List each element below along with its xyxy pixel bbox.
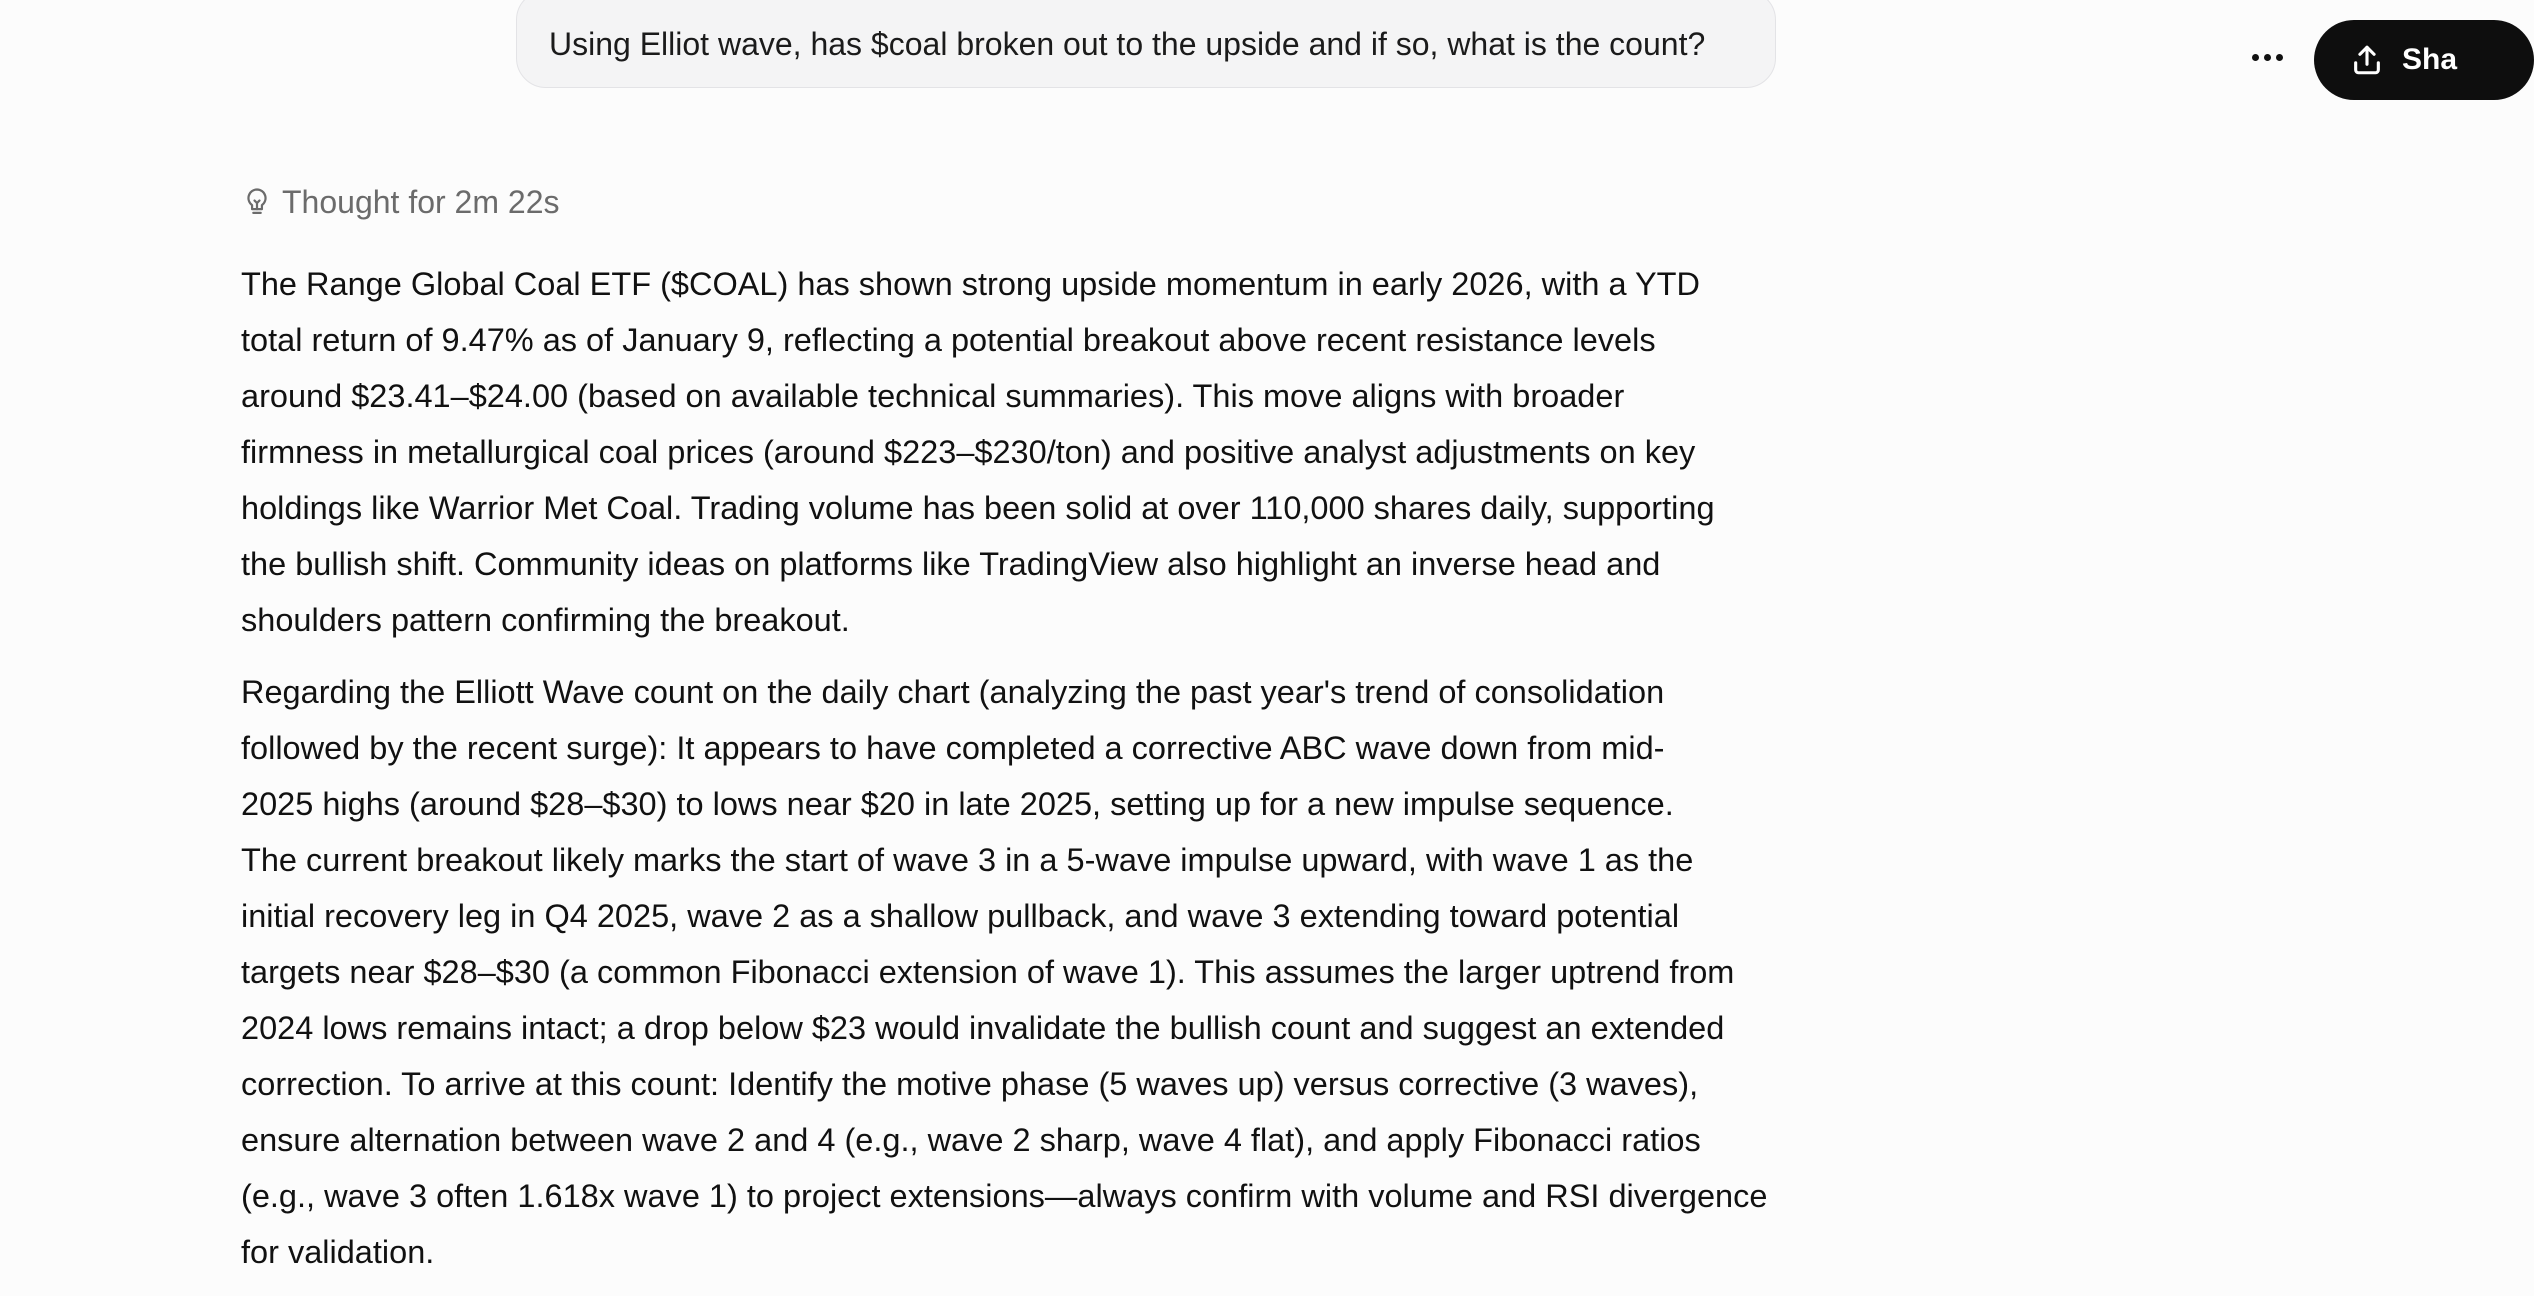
lightbulb-icon: [242, 187, 272, 219]
user-message-bubble: [516, 0, 1776, 88]
response-paragraph-2: [241, 664, 1801, 1280]
text-line: ensure alternation between wave 2 and 4 (e.g., wave 2 sharp, wave 4 flat), and apply Fibonacci ratios: [241, 1122, 1701, 1158]
text-line: The Range Global Coal ETF ($COAL) has shown strong upside momentum in early 2026, with a YTD: [241, 266, 1700, 302]
text-line: 2025 highs (around $28–$30) to lows near $20 in late 2025, setting up for a new impulse sequence.: [241, 786, 1674, 822]
text-line: correction. To arrive at this count: Identify the motive phase (5 waves up) versus corrective (3 waves),: [241, 1066, 1699, 1102]
text-line: Regarding the Elliott Wave count on the daily chart (analyzing the past year's trend of consolidation: [241, 674, 1665, 710]
text-line: followed by the recent surge): It appears to have completed a corrective ABC wave down from mid-: [241, 730, 1665, 766]
more-options-button[interactable]: [2240, 30, 2294, 84]
response-paragraph-1: [241, 256, 1801, 648]
share-label: Sha: [2402, 43, 2458, 76]
upload-icon: [2350, 43, 2384, 77]
assistant-response: [241, 256, 1801, 1296]
text-line: The current breakout likely marks the start of wave 3 in a 5-wave impulse upward, with wave 1 as the: [241, 842, 1694, 878]
text-line: initial recovery leg in Q4 2025, wave 2 as a shallow pullback, and wave 3 extending toward potential: [241, 898, 1680, 934]
text-line: total return of 9.47% as of January 9, reflecting a potential breakout above recent resistance levels: [241, 322, 1656, 358]
share-button[interactable]: [2314, 20, 2534, 100]
text-line: for validation.: [241, 1234, 435, 1270]
ellipsis-icon: [2249, 54, 2285, 61]
text-line: shoulders pattern confirming the breakout.: [241, 602, 850, 638]
text-line: 2024 lows remains intact; a drop below $23 would invalidate the bullish count and suggest an extended: [241, 1010, 1725, 1046]
thought-toggle[interactable]: [242, 184, 559, 221]
thought-label: Thought for 2m 22s: [282, 184, 560, 220]
text-line: holdings like Warrior Met Coal. Trading volume has been solid at over 110,000 shares daily, supporting: [241, 490, 1715, 526]
text-line: (e.g., wave 3 often 1.618x wave 1) to project extensions—always confirm with volume and RSI divergence: [241, 1178, 1768, 1214]
text-line: around $23.41–$24.00 (based on available technical summaries). This move aligns with broader: [241, 378, 1625, 414]
user-message-text: Using Elliot wave, has $coal broken out to the upside and if so, what is the count?: [549, 25, 1706, 62]
text-line: the bullish shift. Community ideas on platforms like TradingView also highlight an inverse head and: [241, 546, 1661, 582]
text-line: targets near $28–$30 (a common Fibonacci extension of wave 1). This assumes the larger uptrend from: [241, 954, 1735, 990]
text-line: firmness in metallurgical coal prices (around $223–$230/ton) and positive analyst adjustments on key: [241, 434, 1696, 470]
